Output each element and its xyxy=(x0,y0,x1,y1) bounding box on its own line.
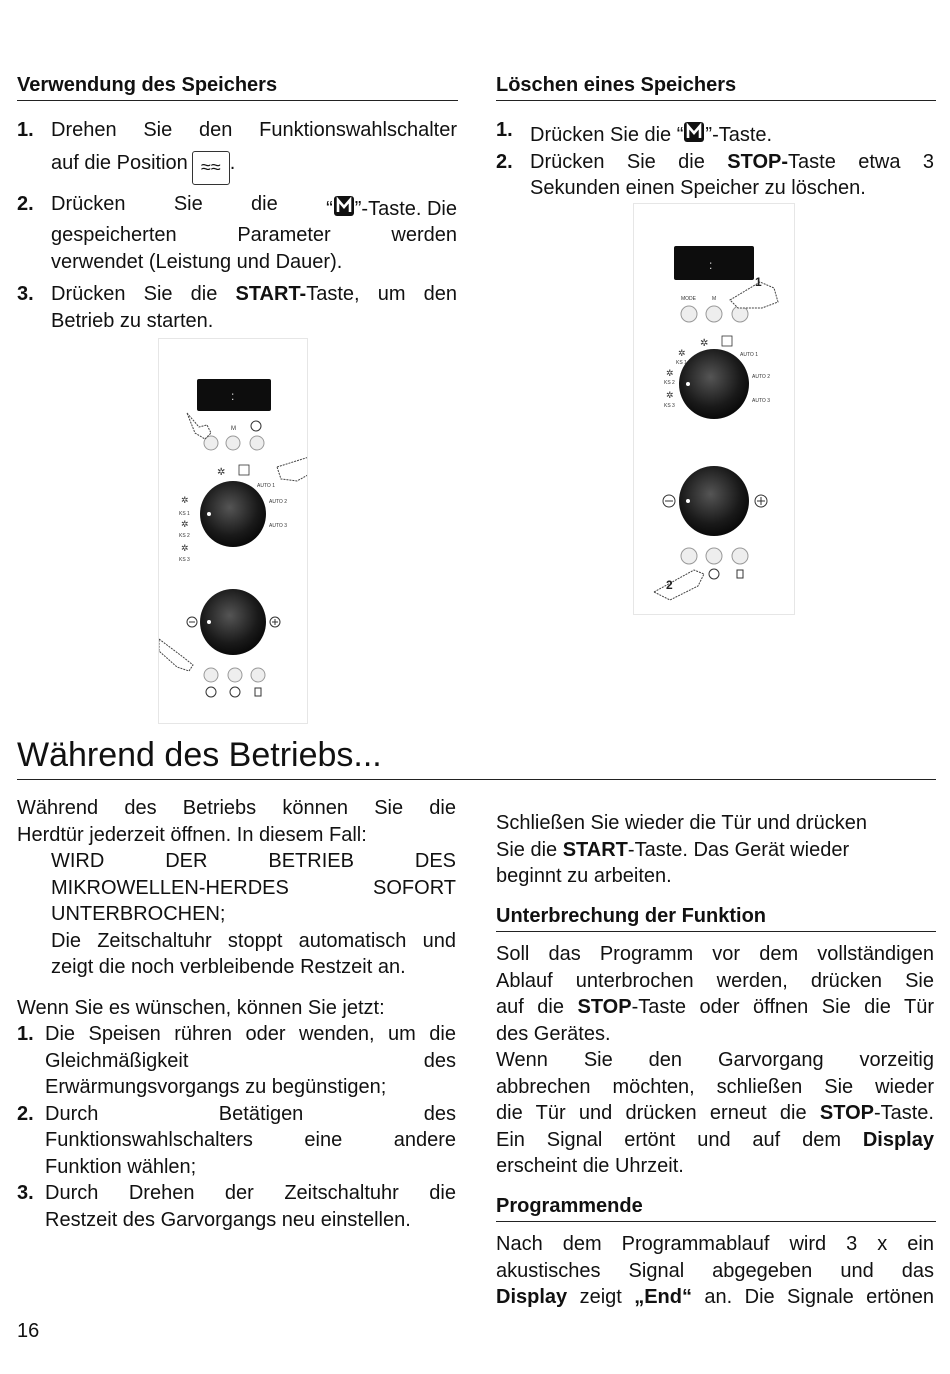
lock-icon xyxy=(737,570,743,578)
caps-line: UNTERBROCHEN; xyxy=(51,903,226,925)
hand-pointer-icon xyxy=(277,457,307,481)
snowflake-icon: ✲ xyxy=(181,495,189,505)
section-heading-unterbrechung: Unterbrechung der Funktion xyxy=(496,905,936,932)
paragraph-line: zeigt die noch verbleibende Restzeit an. xyxy=(51,956,406,978)
svg-text:✲: ✲ xyxy=(666,390,674,400)
control-panel-drawing xyxy=(634,204,794,614)
button-start xyxy=(204,668,218,682)
paragraph-line: Die Zeitschaltuhr stoppt automatisch und xyxy=(51,929,456,952)
caps-line: MIKROWELLEN-HERDES SOFORT xyxy=(51,876,456,899)
display-colon: : xyxy=(231,389,235,403)
programmende-text: Nach dem Programmablauf wird 3 x ein akustisches Signal abgegeben und das Display zeigt „End“ an. Die Signale ertönen xyxy=(496,1233,934,1308)
list-item: 2. Durch Betätigen des Funktionswahlschalters eine andere Funktion wählen; xyxy=(17,1102,456,1178)
step-number: 1. xyxy=(17,119,34,141)
page-title: Während des Betriebs... xyxy=(17,736,936,780)
loeschen-steps xyxy=(496,117,934,202)
unterbrechung-text: Soll das Programm vor dem vollständigen Ablauf unterbrochen werden, drücken Sie auf die STOP-Taste oder öffnen Sie die Tür des Gerätes. Wenn Sie den Garvorgang vorzeitig abbrechen möchten, schließen Sie wieder die Tür und drücken erneut die STOP-Taste. Ein Signal ertönt und auf dem Display erscheint die Uhrzeit. xyxy=(496,943,934,1177)
list-item: 1. Die Speisen rühren oder wenden, um die Gleichmäßigkeit des Erwärmungsvorgangs zu begünstigen; xyxy=(17,1023,456,1098)
hand-pointer-icon xyxy=(159,639,193,671)
step-text: Drücken Sie die “ ”-Taste. Die xyxy=(51,192,457,220)
svg-text:KS 3: KS 3 xyxy=(664,403,675,409)
control-panel-illustration-right xyxy=(633,203,795,615)
paragraph-line: Während des Betriebs können Sie die xyxy=(17,797,456,819)
step-text: Drücken Sie die “ ”-Taste. xyxy=(530,117,934,149)
step-number: 2. xyxy=(17,192,34,215)
paragraph-line: Schließen Sie wieder die Tür und drücken xyxy=(496,812,867,834)
svg-text:✲: ✲ xyxy=(678,348,686,358)
left-bottom-text xyxy=(17,795,456,1233)
label-m: M xyxy=(231,426,236,432)
button-stop xyxy=(228,668,242,682)
section-heading-programmende: Programmende xyxy=(496,1195,936,1222)
grill-icon xyxy=(722,336,732,346)
snowflake-icon: ✲ xyxy=(217,467,226,478)
step-number: 3. xyxy=(17,283,34,305)
svg-text:M: M xyxy=(712,296,717,302)
button-m xyxy=(226,436,240,450)
callout-2: 2 xyxy=(666,578,673,592)
snowflake-icon: ✲ xyxy=(181,543,189,553)
grill-icon xyxy=(239,465,249,475)
svg-text:AUTO 2: AUTO 2 xyxy=(752,374,770,380)
svg-text::: : xyxy=(709,258,713,272)
svg-text:KS 2: KS 2 xyxy=(664,380,675,386)
button-stop xyxy=(706,548,722,564)
svg-text:KS 2: KS 2 xyxy=(179,533,190,539)
list-item xyxy=(496,117,934,149)
button-lock xyxy=(732,548,748,564)
caps-line: WIRD DER BETRIEB DES xyxy=(51,850,456,872)
step-text: Drehen Sie den Funktionswahlschalter xyxy=(51,119,457,141)
stop-icon xyxy=(709,569,719,579)
list-item: 3. Durch Drehen der Zeitschaltuhr die Restzeit des Garvorgangs neu einstellen. xyxy=(17,1182,456,1231)
button-m xyxy=(706,306,722,322)
right-bottom-text xyxy=(496,810,934,890)
button-mode xyxy=(681,306,697,322)
svg-text:AUTO 1: AUTO 1 xyxy=(740,352,758,358)
clock-icon xyxy=(251,421,261,431)
display-screen xyxy=(674,246,754,280)
step-text: Drücken Sie die START-Taste, um den xyxy=(51,283,457,305)
list-item xyxy=(17,281,457,334)
paragraph-line: Sie die START-Taste. Das Gerät wieder xyxy=(496,838,850,861)
svg-text:AUTO 1: AUTO 1 xyxy=(257,483,275,489)
start-icon xyxy=(206,687,216,697)
section-heading-speicher-loeschen: Löschen eines Speichers xyxy=(496,74,936,101)
button-start xyxy=(681,548,697,564)
speicher-steps xyxy=(17,117,457,334)
button-lock xyxy=(251,668,265,682)
lock-icon xyxy=(255,688,261,696)
svg-text:KS 1: KS 1 xyxy=(179,511,190,517)
step-text: Sekunden einen Speicher zu löschen. xyxy=(530,177,866,199)
control-panel-drawing xyxy=(159,339,307,723)
svg-text:KS 3: KS 3 xyxy=(179,557,190,563)
callout-1: 1 xyxy=(755,275,762,289)
options-list xyxy=(17,1021,456,1233)
hand-pointer-icon xyxy=(654,570,704,600)
section-heading-speicher-verwendung: Verwendung des Speichers xyxy=(17,74,458,101)
list-item xyxy=(17,191,457,276)
paragraph-line: beginnt zu arbeiten. xyxy=(496,865,672,887)
svg-text:✲: ✲ xyxy=(666,368,674,378)
page-number: 16 xyxy=(17,1320,40,1342)
step-number: 1. xyxy=(496,119,513,141)
list-item xyxy=(496,149,934,202)
m-key-icon xyxy=(683,120,705,144)
svg-text:AUTO 2: AUTO 2 xyxy=(269,499,287,505)
heat-position-icon: ≈≈ xyxy=(192,151,230,185)
paragraph-line: Herdtür jederzeit öffnen. In diesem Fall: xyxy=(17,823,367,846)
list-item xyxy=(17,117,457,185)
svg-text:KS 1: KS 1 xyxy=(676,360,687,366)
step-text: verwendet (Leistung und Dauer). xyxy=(51,250,343,273)
svg-text:AUTO 3: AUTO 3 xyxy=(269,523,287,529)
step-text: auf die Position ≈≈ . xyxy=(51,150,457,185)
control-panel-illustration-left xyxy=(158,338,308,724)
svg-text:MODE: MODE xyxy=(681,296,696,302)
hand-pointer-icon xyxy=(730,282,778,308)
snowflake-icon: ✲ xyxy=(700,338,709,349)
step-text: Drücken Sie die STOP-Taste etwa 3 xyxy=(530,150,934,173)
stop-icon xyxy=(230,687,240,697)
svg-text:AUTO 3: AUTO 3 xyxy=(752,398,770,404)
step-text: Betrieb zu starten. xyxy=(51,309,214,332)
paragraph-line: Wenn Sie es wünschen, können Sie jetzt: xyxy=(17,996,385,1019)
button-clock xyxy=(250,436,264,450)
step-text: gespeicherten Parameter werden xyxy=(51,224,457,246)
hand-pointer-icon xyxy=(187,413,211,439)
snowflake-icon: ✲ xyxy=(181,519,189,529)
m-key-icon xyxy=(333,194,355,218)
step-number: 2. xyxy=(496,150,513,173)
